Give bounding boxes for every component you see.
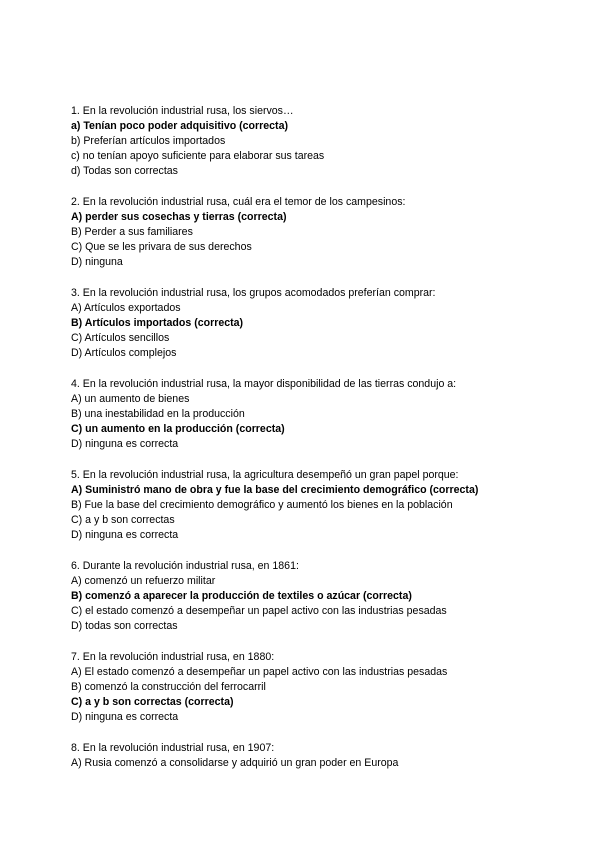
answer-option: A) un aumento de bienes: [71, 393, 190, 405]
answer-option: B) comenzó la construcción del ferrocarril: [71, 681, 266, 693]
quiz-content: [71, 104, 541, 787]
answer-option: A) Rusia comenzó a consolidarse y adquirió un gran poder en Europa: [71, 757, 399, 769]
question-prompt: 5. En la revolución industrial rusa, la agricultura desempeñó un gran papel porque:: [71, 469, 459, 481]
question-block: [71, 286, 541, 361]
answer-option-correct: A) Suministró mano de obra y fue la base del crecimiento demográfico (correcta): [71, 484, 479, 496]
question-prompt: 4. En la revolución industrial rusa, la mayor disponibilidad de las tierras condujo a:: [71, 378, 457, 390]
question-block: [71, 741, 541, 771]
answer-option: B) Fue la base del crecimiento demográfico y aumentó los bienes en la población: [71, 499, 453, 511]
answer-option: C) Artículos sencillos: [71, 332, 170, 344]
answer-option: D) ninguna es correcta: [71, 438, 179, 450]
answer-option: c) no tenían apoyo suficiente para elaborar sus tareas: [71, 150, 325, 162]
answer-option-correct: a) Tenían poco poder adquisitivo (correcta): [71, 120, 289, 132]
answer-option-correct: C) un aumento en la producción (correcta): [71, 423, 285, 435]
answer-option: d) Todas son correctas: [71, 165, 178, 177]
answer-option: D) ninguna es correcta: [71, 529, 179, 541]
answer-option: D) ninguna: [71, 256, 123, 268]
answer-option: C) a y b son correctas: [71, 514, 175, 526]
answer-option-correct: A) perder sus cosechas y tierras (correcta): [71, 211, 287, 223]
answer-option: B) una inestabilidad en la producción: [71, 408, 245, 420]
question-block: [71, 468, 541, 543]
question-prompt: 7. En la revolución industrial rusa, en 1880:: [71, 651, 275, 663]
question-prompt: 8. En la revolución industrial rusa, en 1907:: [71, 742, 275, 754]
answer-option: A) Artículos exportados: [71, 302, 181, 314]
answer-option: b) Preferían artículos importados: [71, 135, 226, 147]
question-block: [71, 650, 541, 725]
answer-option-correct: C) a y b son correctas (correcta): [71, 696, 234, 708]
question-prompt: 2. En la revolución industrial rusa, cuál era el temor de los campesinos:: [71, 196, 406, 208]
question-prompt: 1. En la revolución industrial rusa, los siervos…: [71, 105, 294, 117]
answer-option-correct: B) comenzó a aparecer la producción de textiles o azúcar (correcta): [71, 590, 412, 602]
question-block: [71, 104, 541, 179]
answer-option: C) el estado comenzó a desempeñar un papel activo con las industrias pesadas: [71, 605, 447, 617]
answer-option: D) ninguna es correcta: [71, 711, 179, 723]
answer-option: B) Perder a sus familiares: [71, 226, 193, 238]
answer-option: D) todas son correctas: [71, 620, 178, 632]
question-prompt: 6. Durante la revolución industrial rusa, en 1861:: [71, 560, 299, 572]
question-block: [71, 195, 541, 270]
question-block: [71, 559, 541, 634]
question-block: [71, 377, 541, 452]
answer-option: A) El estado comenzó a desempeñar un papel activo con las industrias pesadas: [71, 666, 448, 678]
answer-option-correct: B) Artículos importados (correcta): [71, 317, 244, 329]
answer-option: C) Que se les privara de sus derechos: [71, 241, 252, 253]
answer-option: D) Artículos complejos: [71, 347, 177, 359]
question-prompt: 3. En la revolución industrial rusa, los grupos acomodados preferían comprar:: [71, 287, 436, 299]
answer-option: A) comenzó un refuerzo militar: [71, 575, 216, 587]
